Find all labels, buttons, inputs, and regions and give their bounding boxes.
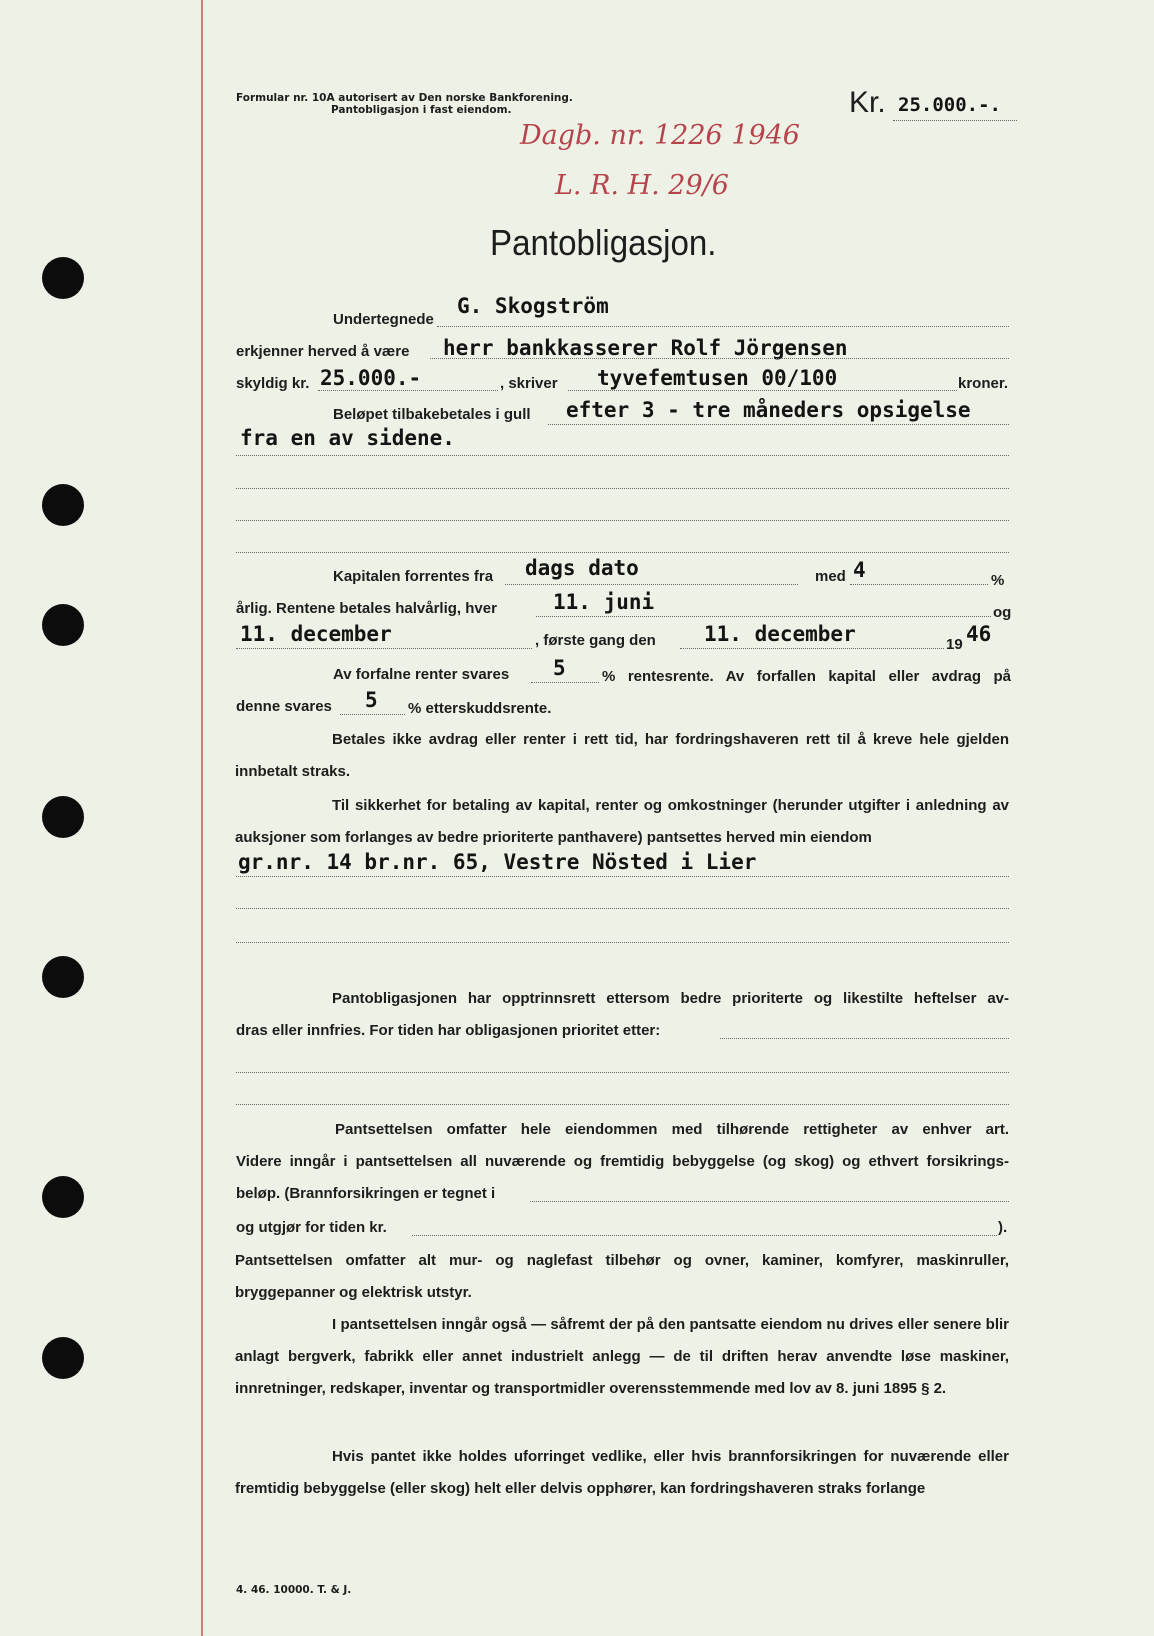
blank-line	[236, 552, 1009, 553]
rentesrente-line	[531, 682, 599, 683]
kapitalen-line	[505, 584, 798, 585]
blank-line	[236, 1072, 1009, 1073]
denne-svares-label: denne svares	[236, 698, 332, 715]
punch-hole	[42, 1337, 84, 1379]
tilbake-line1	[548, 424, 1009, 425]
percent-sign: %	[991, 572, 1005, 589]
paragraph-opptrinnsrett-line1: Pantobligasjonen har opptrinnsrett ettersom bedre prioriterte og likestilte heftelser av-	[332, 990, 1009, 1007]
erkjenner-line	[430, 358, 1009, 359]
property-line	[236, 876, 1009, 877]
blank-line	[236, 455, 1009, 456]
blank-line	[236, 488, 1009, 489]
amount-prefix: Kr.	[849, 86, 886, 119]
paragraph-bergverk: I pantsettelsen inngår også — såfremt der på den pantsatte eiendom nu drives eller senere blir anlagt bergverk, fabrikk eller annet industrielt anlegg — de til driften herav anvendte løse maskiner, innretninger, redskaper, inventar og transportmidler overensstemmende med lov av 8. juni 1895 § 2.	[235, 1316, 1009, 1397]
forste-gang-label: , første gang den	[535, 632, 656, 649]
margin-rule	[201, 0, 203, 1636]
registration-stamp-line2: L. R. H. 29/6	[555, 170, 729, 201]
paragraph-betales: Betales ikke avdrag eller renter i rett tid, har fordringshaveren rett til å kreve hele gjelden innbetalt straks.	[235, 731, 1009, 780]
brannforsikring-line	[530, 1201, 1009, 1202]
blank-line	[236, 908, 1009, 909]
document-title: Pantobligasjon.	[490, 222, 717, 263]
punch-hole	[42, 604, 84, 646]
first-date-line	[536, 616, 991, 617]
tilbake-label: Beløpet tilbakebetales i gull	[333, 406, 531, 423]
rentesrente-value: 5	[553, 656, 566, 680]
punch-hole	[42, 257, 84, 299]
pantsettelsen-close: ).	[998, 1219, 1008, 1236]
year-suffix: 46	[966, 622, 992, 646]
printer-footer: 4. 46. 10000. T. & J.	[236, 1584, 352, 1596]
punch-hole	[42, 484, 84, 526]
etterskudd-value: 5	[365, 688, 378, 712]
registration-stamp-line1: Dagb. nr. 1226 1946	[520, 120, 800, 151]
punch-hole	[42, 1176, 84, 1218]
second-date-value: 11. december	[240, 622, 392, 646]
paragraph-sikkerhet: Til sikkerhet for betaling av kapital, renter og omkostninger (herunder utgifter i anledning av auksjoner som forlanges av bedre prioriterte panthavere) pantsettes herved min eiendom	[235, 797, 1009, 846]
blank-line	[236, 1104, 1009, 1105]
undertegnede-line	[437, 326, 1009, 327]
skriver-label: , skriver	[500, 375, 558, 392]
form-notice-line2: Pantobligasjon i fast eiendom.	[331, 104, 512, 116]
punch-hole	[42, 956, 84, 998]
undertegnede-value: G. Skogström	[457, 294, 609, 318]
skriver-line	[568, 390, 957, 391]
paragraph-pantsettelsen-line1: Pantsettelsen omfatter hele eiendommen med tilhørende rettigheter av enhver art.	[335, 1121, 1009, 1138]
med-label: med	[815, 568, 846, 585]
paragraph-opptrinnsrett-line2: dras eller innfries. For tiden har obligasjonen prioritet etter:	[236, 1022, 661, 1039]
punch-hole	[42, 796, 84, 838]
rate-line	[850, 584, 988, 585]
forste-gang-line	[680, 648, 944, 649]
skyldig-label: skyldig kr.	[236, 375, 310, 392]
blank-line	[236, 942, 1009, 943]
paragraph-pantsettelsen-line4: og utgjør for tiden kr.	[236, 1219, 387, 1236]
av-forfalne-label: Av forfalne renter svares	[333, 666, 510, 683]
og-label: og	[993, 604, 1012, 621]
etterskudd-line	[340, 714, 405, 715]
etterskudd-label: % etterskuddsrente.	[408, 700, 552, 717]
skyldig-line	[318, 390, 498, 391]
rate-value: 4	[853, 558, 866, 582]
skriver-value: tyvefemtusen 00/100	[597, 366, 838, 390]
arlig-label: årlig. Rentene betales halvårlig, hver	[236, 600, 497, 617]
paragraph-tilbehor: Pantsettelsen omfatter alt mur- og naglefast tilbehør og ovner, kaminer, komfyrer, maskinruller, bryggepanner og elektrisk utstyr.	[235, 1252, 1009, 1301]
paragraph-pantsettelsen-line2: Videre inngår i pantsettelsen all nuværende og fremtidig bebyggelse (og skog) og ethvert forsikrings-	[236, 1153, 1009, 1170]
year-prefix: 19	[946, 636, 963, 653]
tilbake-value-line2: fra en av sidene.	[240, 426, 455, 450]
erkjenner-label: erkjenner herved å være	[236, 343, 410, 360]
undertegnede-label: Undertegnede	[333, 311, 434, 328]
kapitalen-label: Kapitalen forrentes fra	[333, 568, 494, 585]
skyldig-value: 25.000.-	[320, 366, 422, 390]
blank-line	[236, 520, 1009, 521]
tilbake-value-line1: efter 3 - tre måneders opsigelse	[566, 398, 971, 422]
property-value: gr.nr. 14 br.nr. 65, Vestre Nösted i Lier	[238, 850, 757, 874]
form-notice-line1: Formular nr. 10A autorisert av Den norske Bankforening.	[236, 92, 573, 104]
amount-value: 25.000.-.	[898, 94, 1001, 116]
kroner-label: kroner.	[958, 375, 1009, 392]
first-date-value: 11. juni	[553, 590, 655, 614]
kapitalen-value: dags dato	[525, 556, 639, 580]
rentesrente-label: % rentesrente. Av forfallen kapital eller avdrag på	[602, 668, 1011, 685]
paragraph-pantsettelsen-line3: beløp. (Brannforsikringen er tegnet i	[236, 1185, 496, 1202]
erkjenner-value: herr bankkasserer Rolf Jörgensen	[443, 336, 848, 360]
forste-gang-value: 11. december	[704, 622, 856, 646]
second-date-line	[236, 648, 532, 649]
prioritet-line	[720, 1038, 1009, 1039]
amount-dotted-line	[893, 120, 1017, 121]
paragraph-vedlike: Hvis pantet ikke holdes uforringet vedlike, eller hvis brannforsikringen for nuværende eller fremtidig bebyggelse (eller skog) helt eller delvis opphører, kan fordringshaveren straks forlange	[235, 1448, 1009, 1497]
forsikringsbelop-line	[412, 1235, 997, 1236]
